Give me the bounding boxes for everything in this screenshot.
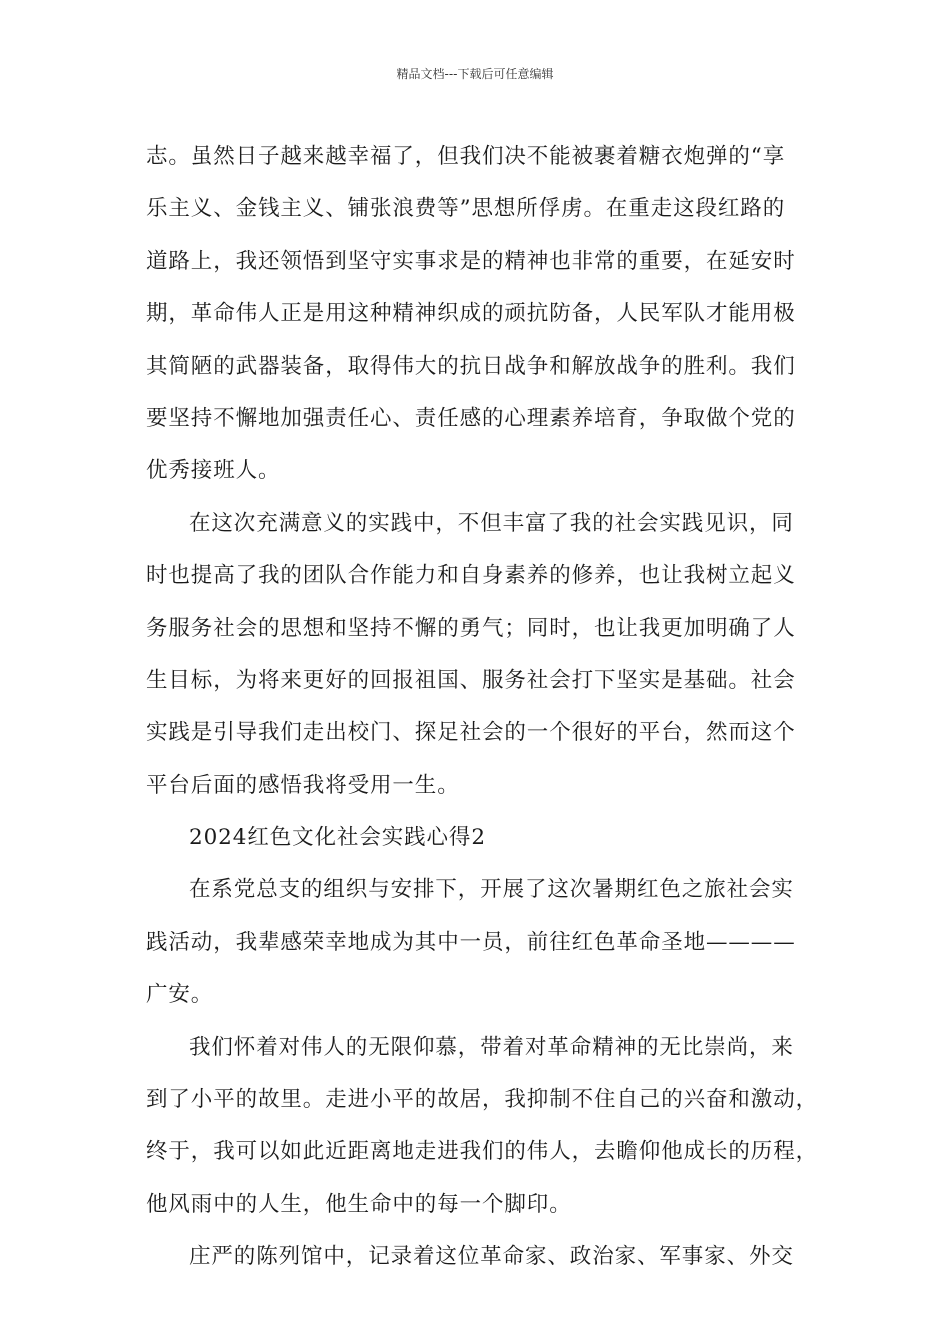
page-header: 精品文档---下载后可任意编辑	[396, 67, 554, 81]
paragraph-line: 平台后面的感悟我将受用一生。	[146, 772, 460, 798]
paragraph-line: 庄严的陈列馆中，记录着这位革命家、政治家、军事家、外交	[189, 1244, 794, 1270]
paragraph-line: 在系党总支的组织与安排下，开展了这次暑期红色之旅社会实	[189, 877, 794, 903]
paragraph-line: 到了小平的故里。走进小平的故居，我抑制不住自己的兴奋和激动，	[146, 1087, 819, 1113]
paragraph-line: 其简陋的武器装备，取得伟大的抗日战争和解放战争的胜利。我们	[146, 353, 796, 379]
document-body	[146, 131, 819, 1284]
section-heading: 2024红色文化社会实践心得2	[189, 825, 486, 851]
paragraph-line: 他风雨中的人生，他生命中的每一个脚印。	[146, 1191, 572, 1217]
paragraph-line: 要坚持不懈地加强责任心、责任感的心理素养培育，争取做个党的	[146, 405, 796, 431]
paragraph-line: 践活动，我辈感荣幸地成为其中一员，前往红色革命圣地————	[146, 929, 796, 955]
paragraph-line: 我们怀着对伟人的无限仰慕，带着对革命精神的无比崇尚，来	[189, 1034, 794, 1060]
paragraph-line: 终于，我可以如此近距离地走进我们的伟人，去瞻仰他成长的历程，	[146, 1139, 819, 1165]
paragraph-line: 时也提高了我的团队合作能力和自身素养的修养，也让我树立起义	[146, 563, 796, 589]
paragraph-line: 在这次充满意义的实践中，不但丰富了我的社会实践见识，同	[189, 510, 794, 536]
paragraph-line: 实践是引导我们走出校门、探足社会的一个很好的平台，然而这个	[146, 720, 796, 746]
paragraph-line: 务服务社会的思想和坚持不懈的勇气；同时，也让我更加明确了人	[146, 615, 796, 641]
paragraph-line: 道路上，我还领悟到坚守实事求是的精神也非常的重要，在延安时	[146, 248, 796, 274]
paragraph-line: 乐主义、金钱主义、铺张浪费等”思想所俘虏。在重走这段红路的	[146, 196, 786, 222]
paragraph-line: 生目标，为将来更好的回报祖国、服务社会打下坚实是基础。社会	[146, 667, 796, 693]
paragraph-line: 优秀接班人。	[146, 458, 281, 484]
paragraph-line: 期，革命伟人正是用这种精神织成的顽抗防备，人民军队才能用极	[146, 301, 796, 327]
paragraph-line: 志。虽然日子越来越幸福了，但我们决不能被裹着糖衣炮弹的“享	[146, 144, 786, 169]
paragraph-line: 广安。	[146, 982, 214, 1008]
